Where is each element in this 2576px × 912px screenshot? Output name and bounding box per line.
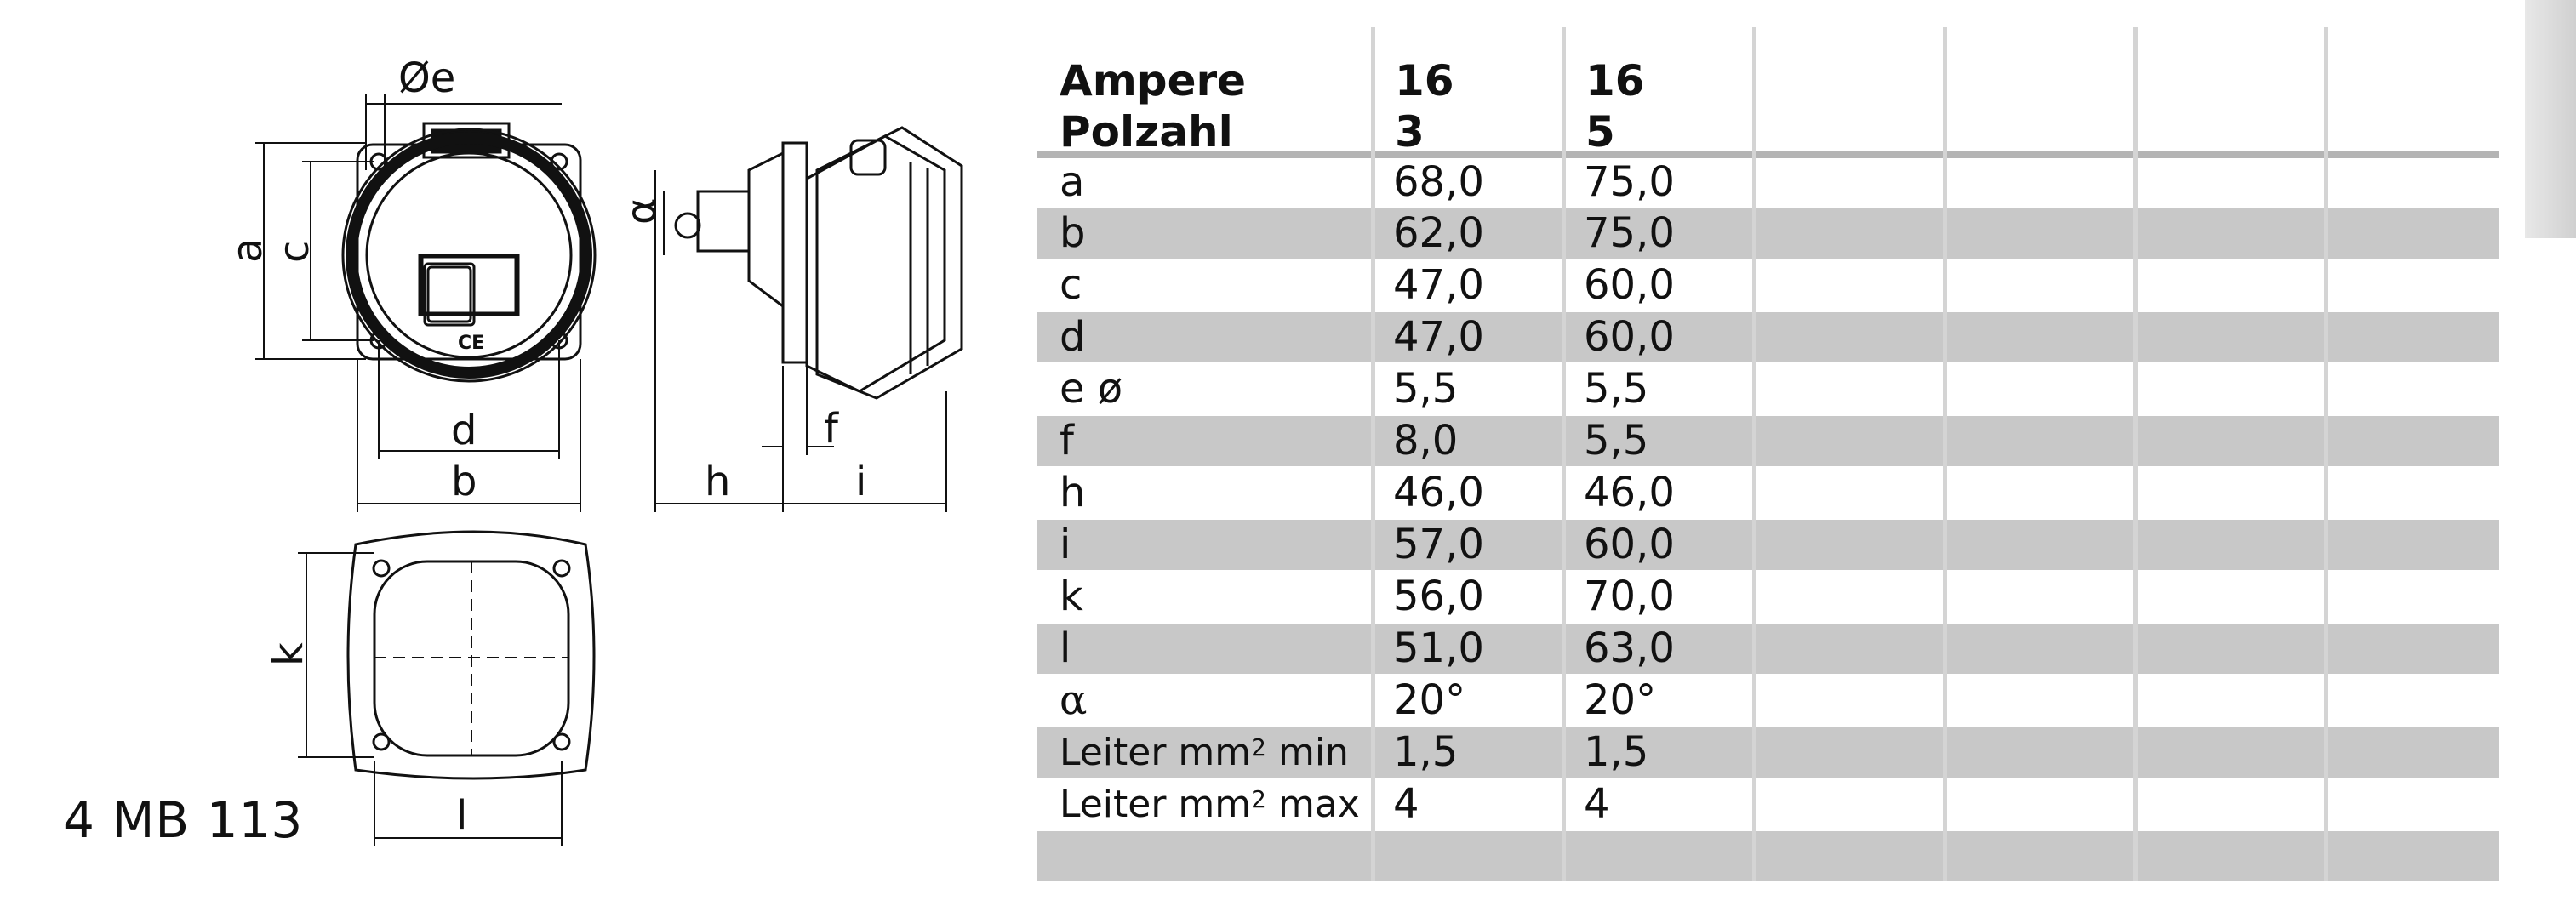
header-value: 16 [1585,56,1645,105]
table-row [1037,312,2499,362]
row-value: 47,0 [1393,261,1484,309]
dim-label-d: d [451,407,477,454]
row-value: 60,0 [1584,261,1675,309]
row-value: 57,0 [1393,521,1484,568]
dim-label-i: i [855,458,867,505]
row-value: 46,0 [1393,469,1484,516]
row-label: α [1060,676,1088,724]
model-code: 4 MB 113 [63,791,304,849]
row-value: 4 [1393,780,1419,828]
dim-label-alpha: α [618,197,665,225]
row-value: 1,5 [1393,728,1459,776]
row-label: e ø [1060,365,1123,413]
table-row [1037,520,2499,570]
row-value: 47,0 [1393,313,1484,361]
row-label: i [1060,521,1071,568]
row-value: 1,5 [1584,728,1649,776]
label-prefix: Leiter mm [1060,731,1252,774]
row-value: 75,0 [1584,209,1675,257]
row-label: f [1060,417,1074,465]
spec-table [1037,27,2499,881]
table-row [1037,364,2499,414]
row-value: 63,0 [1584,624,1675,672]
table-row [1037,260,2499,311]
label-prefix: Leiter mm [1060,783,1252,826]
dim-label-l: l [456,792,468,840]
row-value: 62,0 [1393,209,1484,257]
front-view-drawing [255,94,595,512]
header-value: 16 [1395,56,1454,105]
dim-label-k: k [265,642,312,666]
side-view-drawing [655,128,962,512]
label-superscript: 2 [1251,785,1266,813]
row-shade [1037,831,2499,881]
row-value: 5,5 [1584,417,1649,465]
dim-label-a: a [224,237,271,263]
table-row [1037,157,2499,208]
label-superscript: 2 [1251,733,1266,761]
row-label: d [1060,313,1086,361]
label-suffix: max [1265,783,1360,826]
row-value: 51,0 [1393,624,1484,672]
table-row [1037,779,2499,829]
dim-label-c: c [271,240,318,263]
table-row [1037,727,2499,778]
row-label: l [1060,624,1071,672]
row-value: 46,0 [1584,469,1675,516]
row-value: 68,0 [1393,158,1484,206]
technical-drawings [0,0,1021,912]
row-value: 5,5 [1393,365,1459,413]
row-value: 20° [1584,676,1657,724]
row-label [1060,779,1360,829]
table-row [1037,624,2499,674]
row-label: a [1060,158,1085,206]
row-value: 8,0 [1393,417,1459,465]
header-label-ampere: Ampere [1060,56,1247,105]
mounting-view-drawing [298,532,594,846]
table-row [1037,675,2499,726]
dim-label-f: f [824,405,838,453]
page-edge-tab [2525,0,2576,238]
dim-label-h: h [705,458,731,505]
row-value: 5,5 [1584,365,1649,413]
table-row [1037,572,2499,622]
row-label: k [1060,573,1083,620]
header-value: 5 [1585,107,1615,157]
row-value: 70,0 [1584,573,1675,620]
header-label-polzahl: Polzahl [1060,107,1233,157]
dim-label-b: b [451,458,477,505]
dim-label-e: Øe [398,54,456,102]
row-value: 56,0 [1393,573,1484,620]
table-row [1037,208,2499,259]
svg-text:CE: CE [458,333,485,354]
table-row [1037,468,2499,518]
label-suffix: min [1265,731,1349,774]
table-row [1037,416,2499,466]
row-value: 60,0 [1584,313,1675,361]
row-label [1060,727,1349,778]
row-value: 75,0 [1584,158,1675,206]
row-label: c [1060,261,1082,309]
row-label: h [1060,469,1086,516]
row-label: b [1060,209,1086,257]
row-value: 20° [1393,676,1466,724]
row-value: 60,0 [1584,521,1675,568]
header-value: 3 [1395,107,1425,157]
row-value: 4 [1584,780,1610,828]
